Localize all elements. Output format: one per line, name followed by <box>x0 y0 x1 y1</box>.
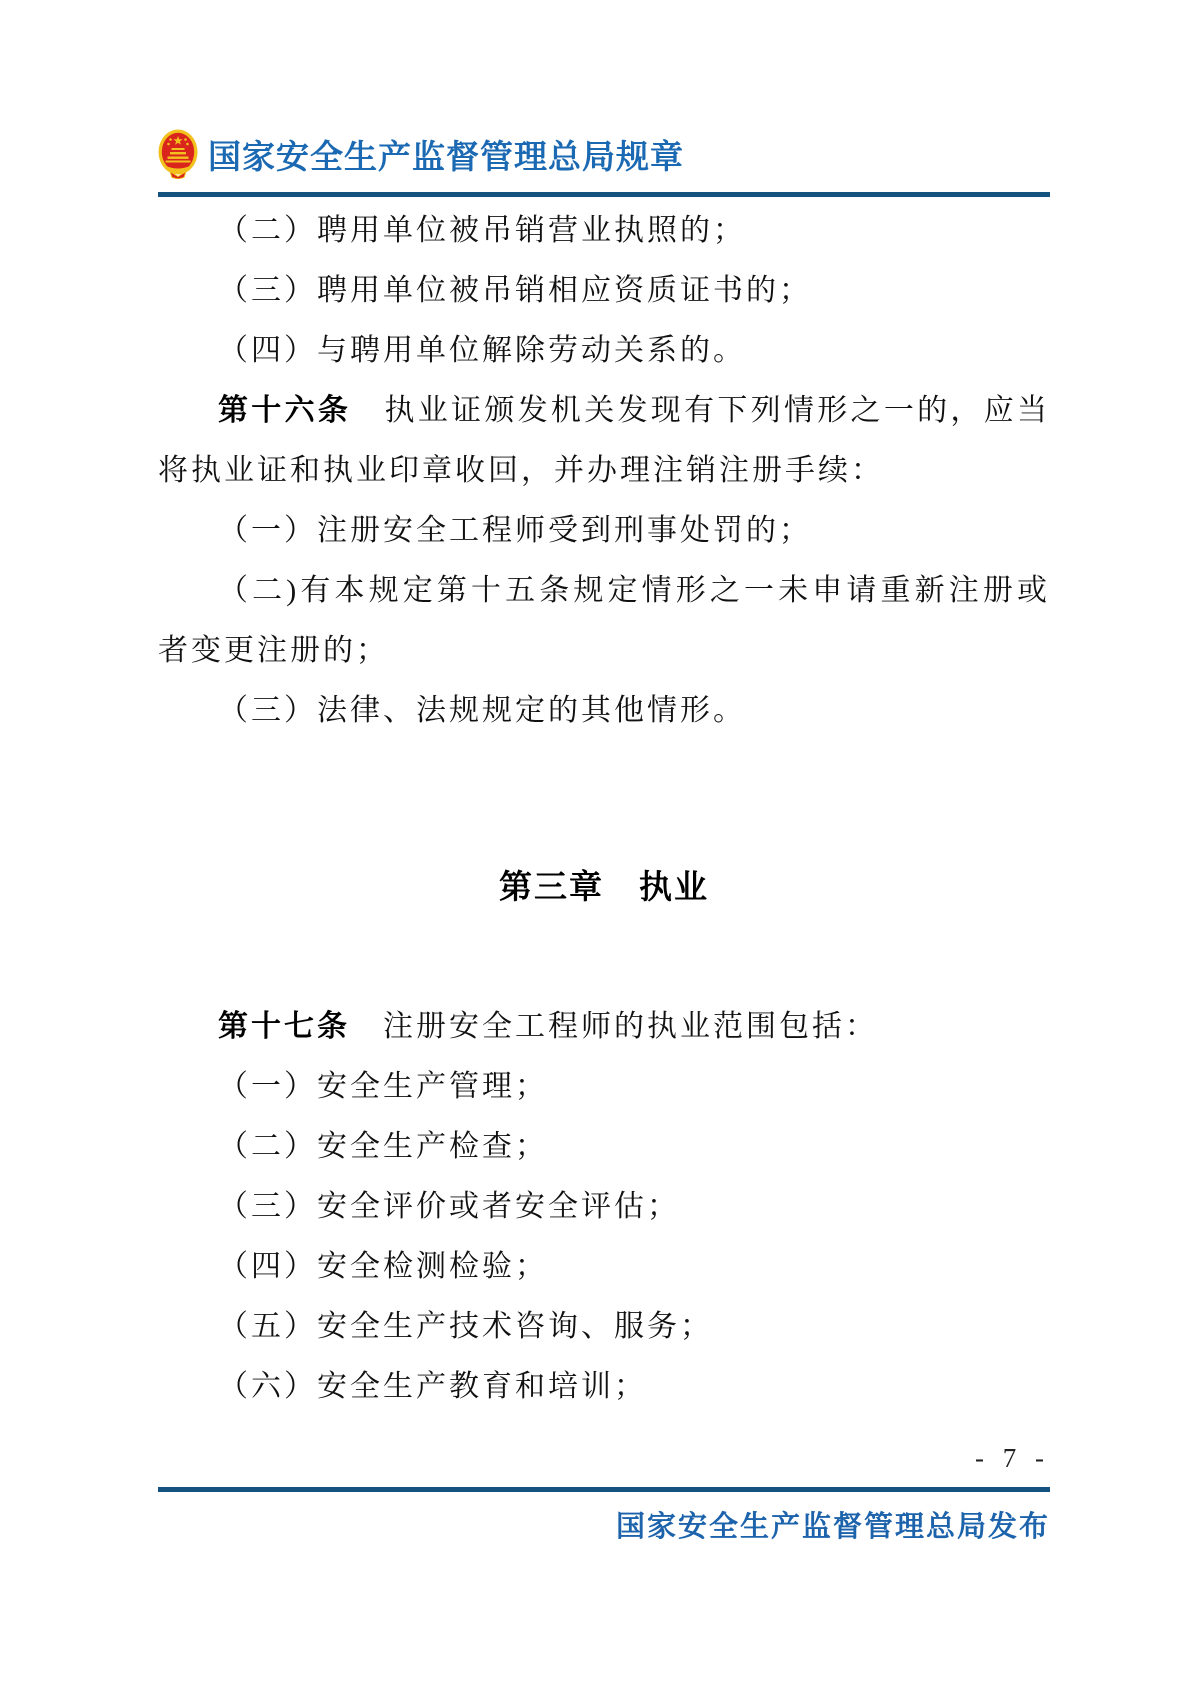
list-item-paragraph: （二）聘用单位被吊销营业执照的； <box>218 214 746 247</box>
document-body <box>158 201 1050 1417</box>
national-emblem-icon <box>158 129 198 179</box>
header-title: 国家安全生产监督管理总局规章 <box>208 139 684 176</box>
footer-publisher: 国家安全生产监督管理总局发布 <box>615 1511 1050 1543</box>
list-item-paragraph: （五）安全生产技术咨询、服务； <box>218 1310 713 1343</box>
list-item-paragraph: （三）安全评价或者安全评估； <box>218 1190 680 1223</box>
list-item-paragraph: （六）安全生产教育和培训； <box>218 1370 647 1403</box>
list-item-paragraph: （一）注册安全工程师受到刑事处罚的； <box>218 514 812 547</box>
article-paragraph: 第十六条 执业证颁发机关发现有下列情形之一的，应当将执业证和执业印章收回，并办理注销注册手续： <box>158 394 1051 487</box>
article-paragraph: 第十七条 注册安全工程师的执业范围包括： <box>218 1010 878 1043</box>
list-item-paragraph: （四）安全检测检验； <box>218 1250 548 1283</box>
page-number: - 7 - <box>975 1443 1050 1473</box>
page-header <box>158 128 1050 180</box>
list-item-paragraph: （四）与聘用单位解除劳动关系的。 <box>218 334 746 367</box>
list-item-paragraph: （三）法律、法规规定的其他情形。 <box>218 694 746 727</box>
chapter-heading: 第三章 执业 <box>499 868 709 905</box>
article-number: 第十七条 <box>218 1010 350 1043</box>
page-content <box>158 0 1050 1545</box>
list-item-paragraph: （二）安全生产检查； <box>218 1130 548 1163</box>
list-item-paragraph: （三）聘用单位被吊销相应资质证书的； <box>218 274 812 307</box>
footer-divider <box>158 1487 1050 1492</box>
header-divider <box>158 192 1050 197</box>
list-item-paragraph: （一）安全生产管理； <box>218 1070 548 1103</box>
list-item-paragraph: （二)有本规定第十五条规定情形之一未申请重新注册或者变更注册的； <box>158 574 1050 667</box>
article-number: 第十六条 <box>218 394 352 427</box>
